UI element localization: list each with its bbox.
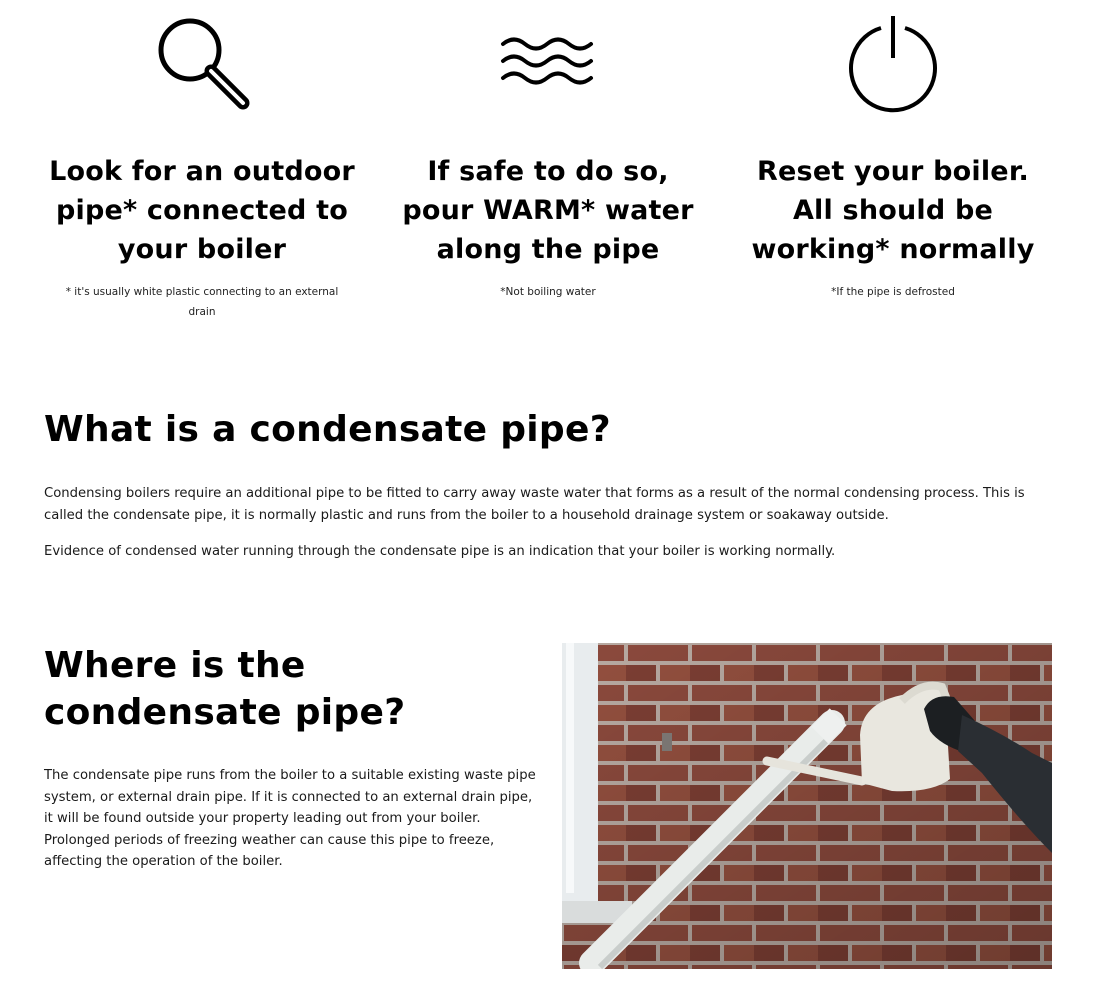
what-paragraph-1: Condensing boilers require an additional pipe to be fitted to carry away waste water that forms as a result of the normal condensing process. This is called the condensate pipe, it is normally plastic and runs from the boiler to a household drainage system or soakaway outside. xyxy=(44,486,1025,523)
step-title-line: Reset your boiler. xyxy=(757,156,1029,187)
step-title xyxy=(32,152,372,269)
step-footnote: * it's usually white plastic connecting to an external drain xyxy=(65,286,339,318)
where-paragraph: The condensate pipe runs from the boiler to a suitable existing waste pipe system, or external drain pipe. If it is connected to an external drain pipe, it will be found outside your property leading out from your boiler. Prolonged periods of freezing weather can cause this pipe to freeze, affecting the operation of the boiler. xyxy=(44,768,536,869)
step-footnote: *If the pipe is defrosted xyxy=(831,286,955,298)
step-title-line: pipe* connected to xyxy=(55,195,349,226)
what-is-condensate-pipe-heading: What is a condensate pipe? xyxy=(44,409,611,450)
condensate-pipe-photo xyxy=(562,643,1052,969)
step-title xyxy=(723,152,1063,269)
step-title-line: working* normally xyxy=(751,234,1035,265)
steps-section xyxy=(0,0,1094,340)
step-footnote: *Not boiling water xyxy=(500,286,596,298)
water-waves-icon xyxy=(378,14,718,124)
where-is-condensate-pipe-heading: Where is the condensate pipe? xyxy=(44,645,406,733)
condensate-pipe-photo-drawing xyxy=(562,643,1052,969)
step-title xyxy=(378,152,718,269)
step-title-line: your boiler xyxy=(117,234,287,265)
step-title-line: All should be xyxy=(792,195,994,226)
step-title-line: pour WARM* water xyxy=(402,195,694,226)
what-paragraph-2: Evidence of condensed water running through the condensate pipe is an indication that your boiler is working normally. xyxy=(44,544,836,559)
step-title-line: along the pipe xyxy=(436,234,660,265)
step-title-line: If safe to do so, xyxy=(427,156,669,187)
step-title-line: Look for an outdoor xyxy=(49,156,355,187)
power-icon xyxy=(723,14,1063,124)
magnifier-icon xyxy=(32,14,372,124)
